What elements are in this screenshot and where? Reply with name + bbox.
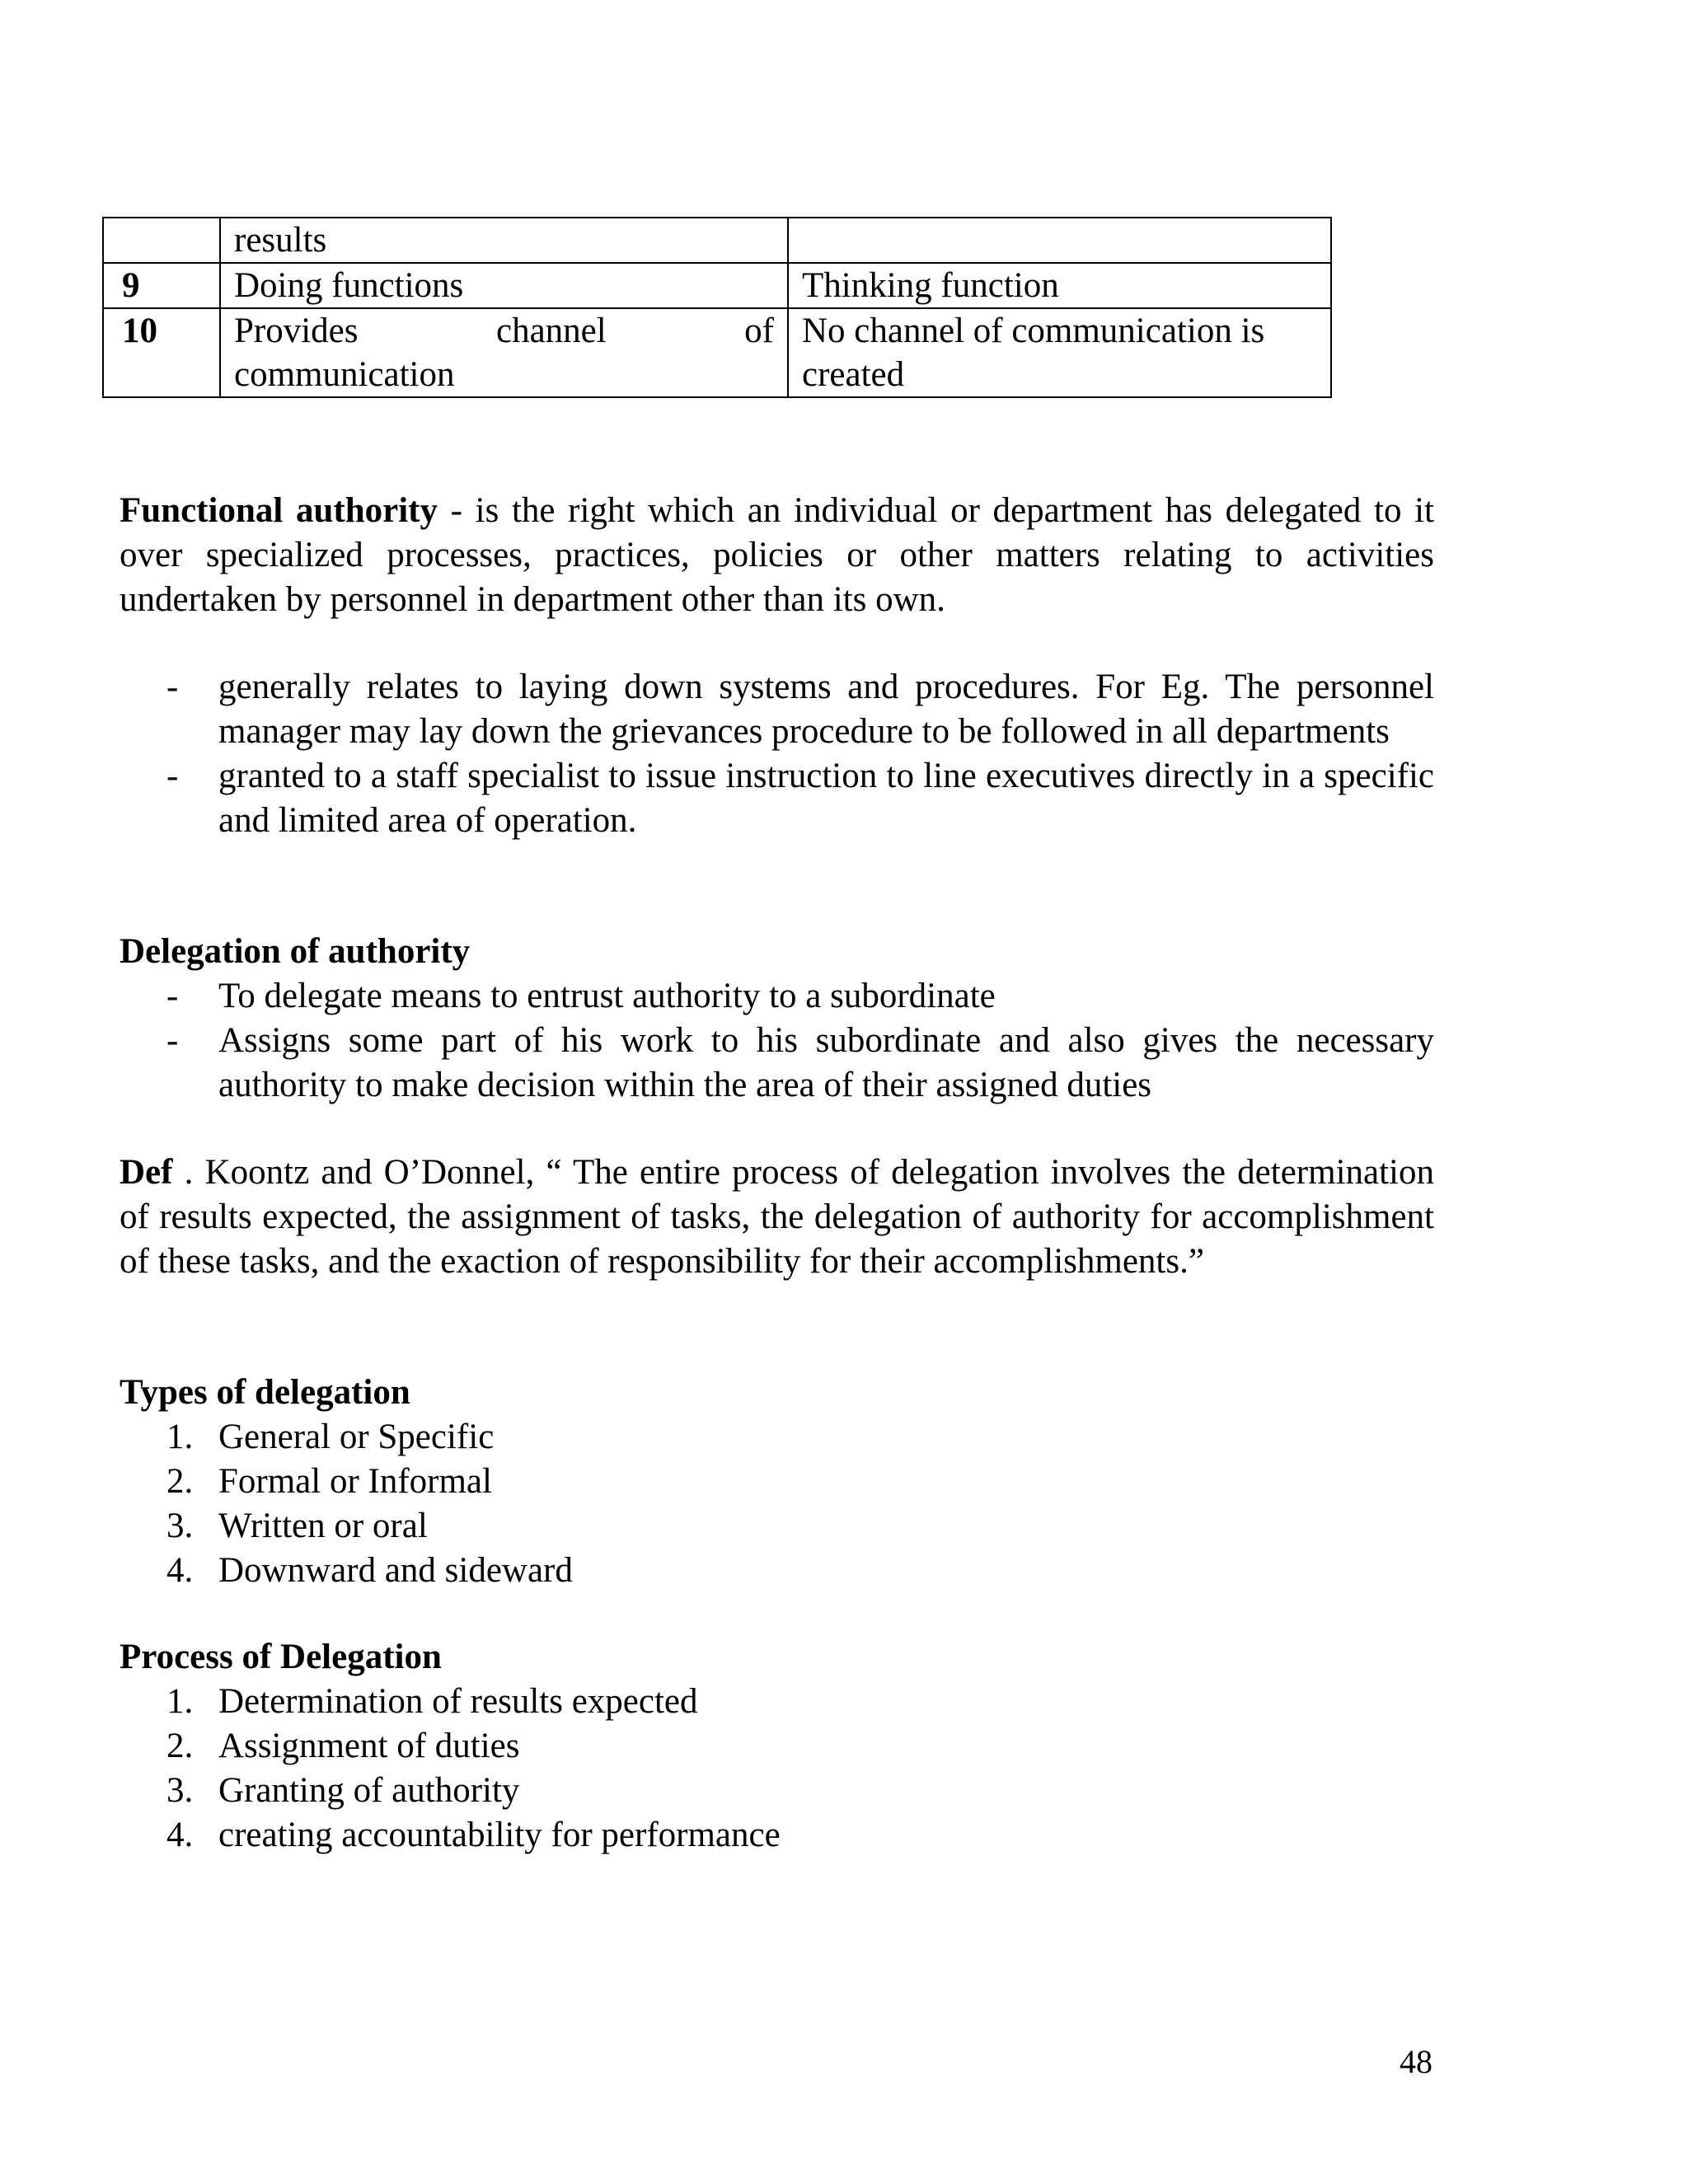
list-item-text: Determination of results expected [218,1682,698,1721]
dash-marker: - [166,757,179,795]
dash-marker: - [166,668,179,706]
list-item [120,1415,1434,1460]
cell-word: channel [495,312,607,350]
list-item-text: Assignment of duties [218,1727,520,1765]
list-item [120,1724,1434,1769]
list-number: 3. [166,1771,194,1810]
process-list [120,1680,1434,1858]
list-number: 4. [166,1551,194,1590]
list-item-text: To delegate means to entrust authority to a subordinate [218,977,996,1015]
types-list [120,1415,1434,1593]
list-number: 1. [166,1682,194,1721]
table-cell: results [220,218,788,263]
term-functional-authority: Functional authority [120,491,438,530]
list-number: 4. [166,1816,194,1854]
list-item [120,1813,1434,1858]
section-heading: Delegation of authority [120,932,471,971]
list-item [120,974,1434,1019]
list-item-text: creating accountability for performance [218,1816,781,1854]
functional-authority-bullets [120,665,1434,843]
table-cell: Doing functions [220,263,788,308]
dash-marker: - [166,1021,179,1060]
list-item [120,1680,1434,1724]
row-number: 10 [103,308,220,397]
list-item-text: Assigns some part of his work to his subordinate and also gives the necessary authority to make decision within the area of their assigned duties [218,1021,1434,1104]
section-heading: Types of delegation [120,1373,410,1412]
definition-paragraph [120,1151,1434,1284]
term-def: Def [120,1153,173,1192]
cell-word: of [744,312,774,350]
list-item-text: General or Specific [218,1418,495,1456]
delegation-bullets [120,974,1434,1108]
list-item [120,1504,1434,1549]
list-item-text: generally relates to laying down systems and procedures. For Eg. The personnel manager may lay down the grievances procedure to be followed in all departments [218,668,1434,751]
list-item [120,1019,1434,1108]
list-item [120,1549,1434,1593]
list-item [120,754,1434,843]
cell-line [234,309,774,353]
paragraph-text: - is the right which an individual or department has delegated to it over specialized processes, practices, policies or other matters relating to activities undertaken by personnel in department other than its own. [120,491,1435,619]
row-number [103,218,220,263]
list-item-text: Written or oral [218,1507,428,1545]
list-number: 1. [166,1418,194,1456]
list-item-text: Downward and sideward [218,1551,573,1590]
table-row [103,218,1331,263]
section-heading: Process of Delegation [120,1638,442,1676]
list-number: 3. [166,1507,194,1545]
functional-authority-paragraph [120,489,1434,622]
table-cell: No channel of communication is created [788,308,1331,397]
table-cell [788,218,1331,263]
comparison-table [102,217,1332,398]
cell-line: communication [234,355,455,394]
page-number: 48 [1400,2043,1432,2080]
list-item [120,1460,1434,1504]
list-item [120,1769,1434,1813]
list-number: 2. [166,1462,194,1501]
paragraph-text: . Koontz and O’Donnel, “ The entire process of delegation involves the determination of results expected, the assignment of tasks, the delegation of authority for accomplishment of these tasks, and the exaction of responsibility for their accomplishments.” [120,1153,1434,1281]
row-number: 9 [103,263,220,308]
table-cell [220,308,788,397]
list-item [120,665,1434,754]
list-item-text: Formal or Informal [218,1462,492,1501]
list-item-text: Granting of authority [218,1771,520,1810]
dash-marker: - [166,977,179,1015]
table-row [103,263,1331,308]
table-cell: Thinking function [788,263,1331,308]
table-row [103,308,1331,397]
list-number: 2. [166,1727,194,1765]
list-item-text: granted to a staff specialist to issue instruction to line executives directly in a specific and limited area of operation. [218,757,1434,840]
cell-word: Provides [234,312,359,350]
